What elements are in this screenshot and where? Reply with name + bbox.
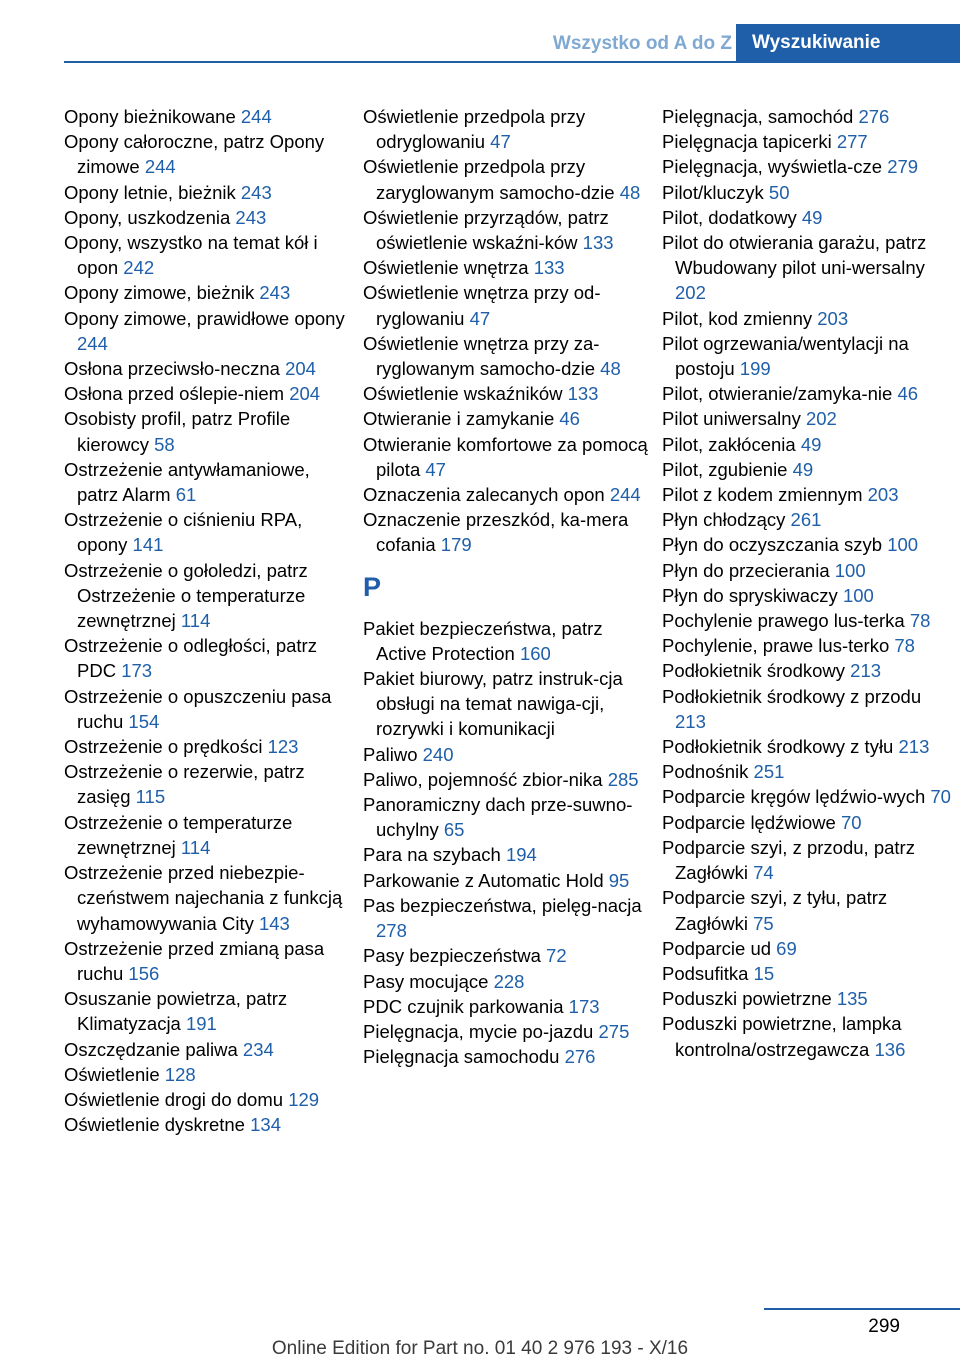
page-reference-link[interactable]: 74 bbox=[753, 862, 774, 884]
page-reference-link[interactable]: 46 bbox=[559, 408, 580, 430]
index-entry-term: Pilot uniwersalny bbox=[662, 408, 801, 430]
index-entry-term: Oświetlenie wnętrza przy za-ryglowanym samocho-dzie bbox=[363, 332, 600, 380]
index-entry bbox=[363, 1019, 655, 1044]
index-entry-term: Pasy bezpieczeństwa bbox=[363, 945, 541, 967]
header-divider bbox=[64, 61, 960, 63]
page-reference-link[interactable]: 243 bbox=[235, 206, 267, 228]
page-reference-link[interactable]: 204 bbox=[289, 383, 321, 405]
index-entry-term: Pielęgnacja samochodu bbox=[363, 1046, 560, 1068]
index-entry-term: Oszczędzanie paliwa bbox=[64, 1038, 238, 1060]
page-reference-link[interactable]: 213 bbox=[850, 660, 882, 682]
index-entry bbox=[64, 306, 356, 356]
page-reference-link[interactable]: 58 bbox=[154, 433, 175, 455]
index-entry-term: Pakiet biurowy, patrz instruk-cja obsługi na temat nawiga-cji, rozrywki i komunikacji bbox=[363, 668, 623, 740]
page-reference-link[interactable]: 47 bbox=[490, 131, 511, 153]
index-entry-term: Pielęgnacja tapicerki bbox=[662, 131, 832, 153]
index-entry-term: Pilot, otwieranie/zamyka-nie bbox=[662, 383, 893, 405]
index-entry-term: Oświetlenie przedpola przy zaryglowanym samocho-dzie bbox=[363, 156, 615, 203]
index-entry bbox=[64, 104, 356, 129]
index-entry-term: Poduszki powietrzne, lampka kontrolna/ostrzegawcza bbox=[662, 1013, 902, 1060]
page-reference-link[interactable]: 75 bbox=[753, 912, 774, 934]
page-reference-link[interactable]: 123 bbox=[267, 736, 299, 758]
index-entry bbox=[662, 180, 954, 205]
index-entry-term: Pilot, zgubienie bbox=[662, 458, 788, 480]
index-entry bbox=[64, 633, 356, 683]
index-entry bbox=[64, 810, 356, 860]
page-reference-link[interactable]: 173 bbox=[121, 660, 153, 682]
index-entry bbox=[662, 759, 954, 784]
index-entry-term: Podnośnik bbox=[662, 761, 749, 783]
index-entry bbox=[662, 810, 954, 835]
page-reference-link[interactable]: 48 bbox=[619, 181, 641, 203]
index-entry bbox=[64, 684, 356, 734]
page-reference-link[interactable]: 251 bbox=[753, 761, 785, 783]
index-entry bbox=[64, 406, 356, 456]
page-reference-link[interactable]: 173 bbox=[568, 995, 600, 1017]
index-entry bbox=[662, 457, 954, 482]
index-column-2 bbox=[363, 104, 655, 1069]
page-reference-link[interactable]: 143 bbox=[258, 912, 290, 934]
index-entry-term: Podparcie ud bbox=[662, 937, 772, 959]
index-entry bbox=[662, 205, 954, 230]
index-entry bbox=[363, 255, 655, 280]
page-reference-link[interactable]: 100 bbox=[834, 559, 866, 581]
page-reference-link[interactable]: 279 bbox=[887, 156, 919, 178]
index-entry-term: Oświetlenie wskaźników bbox=[363, 383, 563, 405]
index-entry-term: Parkowanie z Automatic Hold bbox=[363, 869, 604, 891]
index-entry-term: Ostrzeżenie o gołoledzi, patrz Ostrzeżenie o temperaturze zewnętrznej bbox=[64, 559, 308, 632]
index-entry bbox=[662, 658, 954, 683]
index-entry bbox=[662, 784, 954, 809]
page-reference-link[interactable]: 133 bbox=[533, 257, 565, 279]
header-section-title[interactable]: Wszystko od A do Z bbox=[552, 33, 732, 54]
index-entry bbox=[64, 381, 356, 406]
index-entry bbox=[662, 986, 954, 1011]
page-reference-link[interactable]: 244 bbox=[609, 484, 641, 506]
page-reference-link[interactable]: 276 bbox=[564, 1046, 596, 1068]
index-entry bbox=[662, 835, 954, 885]
index-entry bbox=[363, 767, 655, 792]
index-entry bbox=[363, 742, 655, 767]
index-entry bbox=[64, 986, 356, 1036]
page-reference-link[interactable]: 243 bbox=[259, 282, 291, 304]
index-entry-term: Ostrzeżenie o opuszczeniu pasa ruchu bbox=[64, 685, 332, 732]
index-entry bbox=[662, 936, 954, 961]
index-entry bbox=[662, 961, 954, 986]
index-entry-term: Płyn do przecierania bbox=[662, 559, 830, 581]
index-entry bbox=[662, 558, 954, 583]
index-entry bbox=[363, 666, 655, 742]
page-reference-link[interactable]: 244 bbox=[144, 156, 176, 178]
index-entry-term: Ostrzeżenie o rezerwie, patrz zasięg bbox=[64, 761, 305, 808]
page-reference-link[interactable]: 242 bbox=[123, 257, 155, 279]
page-reference-link[interactable]: 133 bbox=[582, 232, 614, 254]
index-entry bbox=[662, 331, 954, 381]
index-entry-term: Opony zimowe, bieżnik bbox=[64, 282, 255, 304]
index-entry-term: Oświetlenie przyrządów, patrz oświetlenie wskaźni-ków bbox=[363, 206, 609, 254]
index-entry-term: Oznaczenie przeszkód, ka-mera cofania bbox=[363, 509, 629, 556]
index-entry-term: Płyn do oczyszczania szyb bbox=[662, 534, 883, 556]
index-entry bbox=[64, 759, 356, 809]
index-entry bbox=[662, 532, 954, 557]
page-reference-link[interactable]: 261 bbox=[790, 509, 822, 531]
index-entry bbox=[662, 507, 954, 532]
page-reference-link[interactable]: 278 bbox=[376, 920, 407, 942]
page-reference-link[interactable]: 133 bbox=[567, 383, 599, 405]
index-entry bbox=[64, 734, 356, 759]
index-entry bbox=[363, 1044, 655, 1069]
index-entry-term: Ostrzeżenie o temperaturze zewnętrznej bbox=[64, 811, 293, 858]
footer-divider bbox=[764, 1308, 960, 1310]
page-reference-link[interactable]: 49 bbox=[800, 433, 822, 455]
page-reference-link[interactable]: 134 bbox=[250, 1114, 281, 1136]
page-reference-link[interactable]: 203 bbox=[867, 484, 899, 506]
index-entry bbox=[363, 842, 655, 867]
index-entry-term: Pilot, kod zmienny bbox=[662, 307, 813, 329]
index-entry-term: Ostrzeżenie przed zmianą pasa ruchu bbox=[64, 937, 325, 984]
index-entry bbox=[363, 616, 655, 666]
page-reference-link[interactable]: 129 bbox=[288, 1088, 320, 1110]
index-entry bbox=[363, 893, 655, 943]
page-reference-link[interactable]: 213 bbox=[898, 736, 930, 758]
page-reference-link[interactable]: 136 bbox=[874, 1038, 906, 1060]
index-entry bbox=[363, 154, 655, 204]
index-entry bbox=[64, 356, 356, 381]
page-reference-link[interactable]: 277 bbox=[836, 131, 868, 153]
index-entry-term: Podłokietnik środkowy z przodu bbox=[662, 685, 922, 707]
index-entry bbox=[363, 969, 655, 994]
index-entry bbox=[662, 129, 954, 154]
index-entry bbox=[363, 104, 655, 154]
index-entry-term: Oświetlenie wnętrza przy od-ryglowaniu bbox=[363, 282, 601, 329]
index-entry bbox=[64, 507, 356, 557]
page-reference-link[interactable]: 100 bbox=[887, 534, 919, 556]
index-entry bbox=[662, 432, 954, 457]
index-entry-term: Para na szybach bbox=[363, 844, 501, 866]
index-entry bbox=[662, 406, 954, 431]
index-entry bbox=[662, 885, 954, 935]
index-entry-term: PDC czujnik parkowania bbox=[363, 995, 564, 1017]
page-reference-link[interactable]: 141 bbox=[132, 534, 164, 556]
index-entry-term: Pakiet bezpieczeństwa, patrz Active Protection bbox=[363, 617, 603, 664]
index-entry bbox=[363, 507, 655, 557]
page-reference-link[interactable]: 69 bbox=[776, 937, 797, 959]
index-entry bbox=[662, 734, 954, 759]
index-entry-term: Panoramiczny dach prze-suwno-uchylny bbox=[363, 794, 633, 841]
page-reference-link[interactable]: 240 bbox=[422, 743, 454, 765]
index-entry-term: Paliwo bbox=[363, 743, 418, 765]
index-entry-term: Podłokietnik środkowy bbox=[662, 660, 846, 682]
index-entry bbox=[662, 306, 954, 331]
page-reference-link[interactable]: 213 bbox=[675, 710, 706, 732]
index-entry-term: Płyn chłodzący bbox=[662, 509, 786, 531]
index-entry-term: Pilot do otwierania garażu, patrz Wbudowany pilot uni-wersalny bbox=[662, 232, 927, 279]
index-entry bbox=[662, 230, 954, 306]
index-entry-term: Podparcie szyi, z przodu, patrz Zagłówki bbox=[662, 836, 915, 884]
index-entry-term: Pochylenie, prawe lus-terko bbox=[662, 635, 890, 657]
page-reference-link[interactable]: 128 bbox=[164, 1063, 196, 1085]
index-entry bbox=[662, 381, 954, 406]
index-entry bbox=[662, 684, 954, 734]
index-entry bbox=[64, 1037, 356, 1062]
index-entry-term: Osobisty profil, patrz Profile kierowcy bbox=[64, 408, 291, 455]
page-reference-link[interactable]: 202 bbox=[805, 408, 837, 430]
index-entry-term: Opony zimowe, prawidłowe opony bbox=[64, 307, 345, 329]
index-entry-term: Otwieranie komfortowe za pomocą pilota bbox=[363, 433, 648, 480]
page-reference-link[interactable]: 234 bbox=[242, 1038, 274, 1060]
index-entry-term: Osuszanie powietrza, patrz Klimatyzacja bbox=[64, 988, 288, 1035]
page-reference-link[interactable]: 244 bbox=[77, 332, 108, 354]
page-reference-link[interactable]: 135 bbox=[836, 988, 868, 1010]
page-reference-link[interactable]: 47 bbox=[469, 307, 491, 329]
page-reference-link[interactable]: 114 bbox=[180, 610, 211, 632]
index-entry-term: Paliwo, pojemność zbior-nika bbox=[363, 768, 603, 790]
index-entry bbox=[662, 1011, 954, 1061]
index-entry-term: Opony całoroczne, patrz Opony zimowe bbox=[64, 131, 325, 178]
index-entry bbox=[64, 936, 356, 986]
index-entry bbox=[662, 482, 954, 507]
index-entry-term: Podłokietnik środkowy z tyłu bbox=[662, 736, 894, 758]
index-entry-term: Oznaczenia zalecanych opon bbox=[363, 484, 605, 506]
index-entry bbox=[363, 280, 655, 330]
page-reference-link[interactable]: 285 bbox=[607, 768, 639, 790]
index-entry-term: Ostrzeżenie o odległości, patrz PDC bbox=[64, 635, 317, 682]
index-entry-term: Podparcie szyi, z tyłu, patrz Zagłówki bbox=[662, 887, 888, 934]
index-entry-term: Pielęgnacja, mycie po-jazdu bbox=[363, 1020, 594, 1042]
index-entry-term: Pielęgnacja, samochód bbox=[662, 106, 854, 127]
index-entry-term: Otwieranie i zamykanie bbox=[363, 408, 555, 430]
index-entry bbox=[662, 608, 954, 633]
index-entry bbox=[363, 406, 655, 431]
page-reference-link[interactable]: 156 bbox=[128, 962, 160, 984]
index-entry-term: Ostrzeżenie antywłamaniowe, patrz Alarm bbox=[64, 458, 310, 506]
page-reference-link[interactable]: 70 bbox=[930, 786, 951, 808]
index-entry-term: Ostrzeżenie przed niebezpie-czeństwem najechania z funkcją wyhamowywania City bbox=[64, 862, 343, 934]
page-reference-link[interactable]: 115 bbox=[135, 786, 166, 808]
index-entry bbox=[64, 1112, 356, 1137]
index-column-3 bbox=[662, 104, 954, 1062]
page-reference-link[interactable]: 244 bbox=[240, 106, 272, 127]
page-reference-link[interactable]: 61 bbox=[175, 484, 197, 506]
page-number: 299 bbox=[868, 1316, 900, 1337]
page-reference-link[interactable]: 275 bbox=[598, 1020, 630, 1042]
index-entry-term: Podparcie kręgów lędźwio-wych bbox=[662, 786, 926, 808]
index-entry-term: Opony letnie, bieżnik bbox=[64, 181, 236, 203]
index-entry bbox=[64, 1087, 356, 1112]
index-entry bbox=[363, 868, 655, 893]
section-letter: P bbox=[363, 571, 382, 602]
index-entry-term: Pas bezpieczeństwa, pielęg-nacja bbox=[363, 894, 642, 916]
page-reference-link[interactable]: 49 bbox=[792, 458, 814, 480]
page-reference-link[interactable]: 95 bbox=[608, 869, 630, 891]
index-entry-term: Oświetlenie wnętrza bbox=[363, 257, 529, 279]
index-entry-term: Pilot, dodatkowy bbox=[662, 206, 797, 228]
index-entry-term: Pilot, zakłócenia bbox=[662, 433, 796, 455]
page-reference-link[interactable]: 203 bbox=[817, 307, 849, 329]
page-reference-link[interactable]: 50 bbox=[768, 181, 790, 203]
page-reference-link[interactable]: 78 bbox=[894, 635, 915, 657]
index-entry bbox=[64, 230, 356, 280]
page-reference-link[interactable]: 65 bbox=[443, 819, 465, 841]
index-entry bbox=[64, 205, 356, 230]
index-entry bbox=[363, 943, 655, 968]
page-reference-link[interactable]: 243 bbox=[240, 181, 272, 203]
index-entry bbox=[64, 129, 356, 179]
page-reference-link[interactable]: 194 bbox=[505, 844, 537, 866]
index-entry bbox=[363, 331, 655, 381]
index-entry-term: Pilot/kluczyk bbox=[662, 181, 764, 203]
page-reference-link[interactable]: 199 bbox=[739, 358, 771, 380]
index-entry-term: Oświetlenie przedpola przy odryglowaniu bbox=[363, 106, 586, 153]
index-entry bbox=[363, 792, 655, 842]
index-entry-term: Osłona przed oślepie-niem bbox=[64, 383, 285, 405]
index-column-1 bbox=[64, 104, 356, 1137]
page-reference-link[interactable]: 47 bbox=[425, 458, 446, 480]
index-entry-term: Opony bieżnikowane bbox=[64, 106, 236, 127]
page-reference-link[interactable]: 154 bbox=[128, 710, 160, 732]
index-entry bbox=[662, 583, 954, 608]
index-entry bbox=[363, 432, 655, 482]
index-entry-term: Pilot z kodem zmiennym bbox=[662, 484, 863, 506]
index-entry-term: Opony, wszystko na temat kół i opon bbox=[64, 232, 318, 279]
page-reference-link[interactable]: 179 bbox=[440, 534, 472, 556]
index-entry-term: Oświetlenie drogi do domu bbox=[64, 1088, 284, 1110]
index-entry bbox=[363, 994, 655, 1019]
page-reference-link[interactable]: 72 bbox=[546, 945, 567, 967]
index-entry bbox=[662, 633, 954, 658]
header-active-tab[interactable]: Wyszukiwanie bbox=[736, 24, 960, 62]
page-reference-link[interactable]: 204 bbox=[285, 358, 316, 380]
index-entry-term: Oświetlenie dyskretne bbox=[64, 1114, 245, 1136]
index-entry bbox=[363, 482, 655, 507]
page-header bbox=[0, 0, 960, 64]
index-entry bbox=[64, 180, 356, 205]
index-entry-term: Opony, uszkodzenia bbox=[64, 206, 231, 228]
page-reference-link[interactable]: 191 bbox=[185, 1013, 217, 1035]
index-entry-term: Podsufitka bbox=[662, 962, 749, 984]
index-entry-term: Poduszki powietrzne bbox=[662, 988, 832, 1010]
page-reference-link[interactable]: 48 bbox=[600, 358, 621, 380]
index-entry-term: Ostrzeżenie o ciśnieniu RPA, opony bbox=[64, 509, 303, 556]
index-entry bbox=[662, 104, 954, 129]
index-entry bbox=[363, 381, 655, 406]
index-entry-term: Pasy mocujące bbox=[363, 970, 489, 992]
index-entry-term: Ostrzeżenie o prędkości bbox=[64, 736, 263, 758]
index-entry-term: Pielęgnacja, wyświetla-cze bbox=[662, 156, 883, 178]
index-entry bbox=[64, 457, 356, 507]
index-entry bbox=[64, 558, 356, 634]
index-entry bbox=[64, 1062, 356, 1087]
index-entry bbox=[64, 280, 356, 305]
page-reference-link[interactable]: 228 bbox=[493, 970, 525, 992]
page-reference-link[interactable]: 276 bbox=[858, 106, 890, 127]
page-reference-link[interactable]: 100 bbox=[842, 584, 874, 606]
page-reference-link[interactable]: 15 bbox=[753, 962, 775, 984]
index-entry-term: Osłona przeciwsło-neczna bbox=[64, 358, 280, 380]
index-entry bbox=[363, 205, 655, 255]
index-entry-term: Podparcie lędźwiowe bbox=[662, 811, 836, 833]
page-reference-link[interactable]: 49 bbox=[801, 206, 823, 228]
index-entry-term: Płyn do spryskiwaczy bbox=[662, 584, 838, 606]
index-entry-term: Pilot ogrzewania/wentylacji na postoju bbox=[662, 332, 909, 380]
page-reference-link[interactable]: 78 bbox=[909, 610, 931, 632]
page-reference-link[interactable]: 114 bbox=[180, 836, 211, 858]
index-entry-term: Oświetlenie bbox=[64, 1063, 160, 1085]
page-reference-link[interactable]: 202 bbox=[675, 282, 706, 304]
index-entry bbox=[662, 154, 954, 179]
page-reference-link[interactable]: 160 bbox=[519, 642, 551, 664]
index-entry-term: Pochylenie prawego lus-terka bbox=[662, 610, 905, 632]
page-reference-link[interactable]: 70 bbox=[840, 811, 862, 833]
edition-note: Online Edition for Part no. 01 40 2 976 193 - X/16 bbox=[271, 1338, 689, 1359]
index-entry bbox=[64, 860, 356, 936]
page-reference-link[interactable]: 46 bbox=[897, 383, 919, 405]
